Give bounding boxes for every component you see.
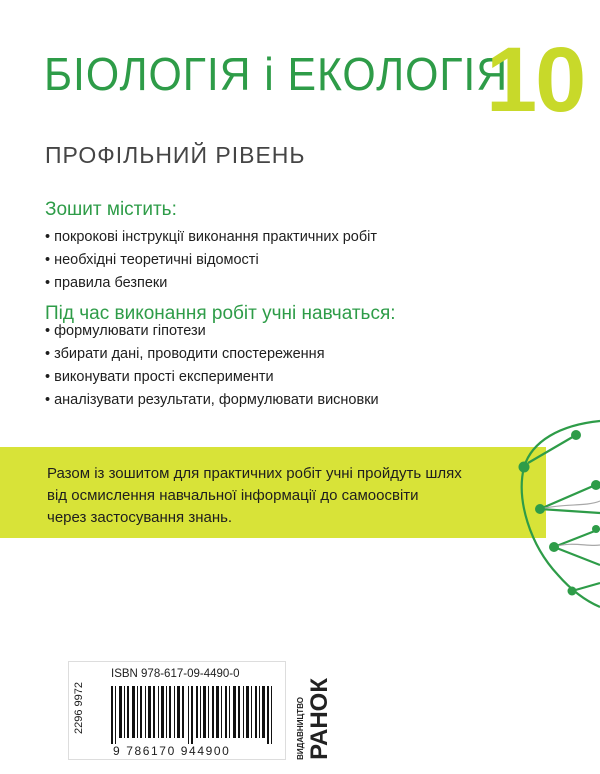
list-item: • необхідні теоретичні відомості bbox=[45, 249, 377, 272]
skills-heading: Під час виконання робіт учні навчаться: bbox=[45, 303, 396, 324]
contents-heading: Зошит містить: bbox=[45, 199, 177, 220]
grade-number: 10 bbox=[486, 29, 585, 131]
summary-band bbox=[0, 447, 546, 538]
side-code: 2296 9972 bbox=[73, 682, 85, 734]
skills-list bbox=[45, 320, 379, 412]
barcode-icon bbox=[109, 686, 279, 744]
list-item: • формулювати гіпотези bbox=[45, 320, 379, 343]
barcode-number: 9 786170 944900 bbox=[113, 744, 231, 758]
list-item: • покрокові інструкції виконання практичних робіт bbox=[45, 226, 377, 249]
contents-list bbox=[45, 226, 377, 295]
publisher-name: РАНОК bbox=[306, 678, 333, 760]
publisher-logo bbox=[296, 666, 332, 760]
summary-text: Разом із зошитом для практичних робіт учні пройдуть шлях від осмислення навчальної інформації до самоосвіти через застосування знань. bbox=[47, 465, 462, 526]
list-item: • виконувати прості експерименти bbox=[45, 366, 379, 389]
leaf-network-icon bbox=[510, 405, 600, 635]
list-item: • збирати дані, проводити спостереження bbox=[45, 343, 379, 366]
barcode-panel bbox=[68, 661, 286, 760]
isbn-text: ISBN 978-617-09-4490-0 bbox=[111, 668, 240, 680]
list-item: • правила безпеки bbox=[45, 272, 377, 295]
list-item: • аналізувати результати, формулювати висновки bbox=[45, 389, 379, 412]
publisher-label: ВИДАВНИЦТВО bbox=[296, 697, 305, 760]
book-title: БІОЛОГІЯ і ЕКОЛОГІЯ bbox=[44, 48, 509, 100]
level-subtitle: ПРОФІЛЬНИЙ РІВЕНЬ bbox=[45, 142, 306, 168]
